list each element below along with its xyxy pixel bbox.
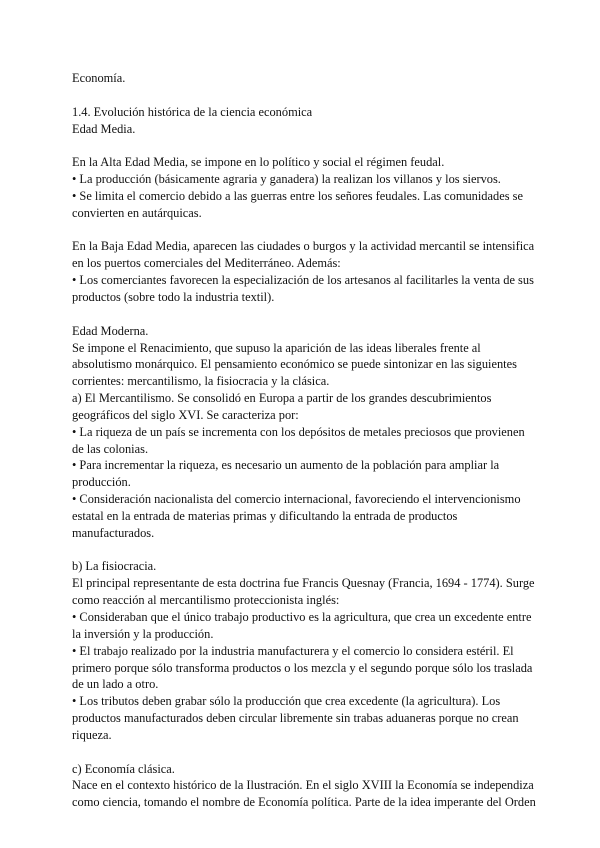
text-line: • La producción (básicamente agraria y ganadera) la realizan los villanos y los siervos.	[72, 172, 501, 187]
text-line: En la Alta Edad Media, se impone en lo político y social el régimen feudal.	[72, 155, 445, 170]
text-line: • Para incrementar la riqueza, es necesario un aumento de la población para ampliar la	[72, 458, 500, 473]
text-line: manufacturados.	[72, 525, 155, 540]
text-line: de las colonias.	[72, 441, 149, 456]
text-line: productos (sobre todo la industria textil).	[72, 289, 275, 304]
text-line: El principal representante de esta doctrina fue Francis Quesnay (Francia, 1694 - 1774). Surge	[72, 576, 535, 591]
text-line: geográficos del siglo XVI. Se caracteriza por:	[72, 407, 299, 422]
text-line: Nace en el contexto histórico de la Ilustración. En el siglo XVIII la Economía se independiza	[72, 778, 534, 793]
blank-line	[72, 542, 552, 559]
text-line: a) El Mercantilismo. Se consolidó en Europa a partir de los grandes descubrimientos	[72, 391, 492, 406]
text-line: Edad Moderna.	[72, 323, 149, 338]
text-line: • Se limita el comercio debido a las guerras entre los señores feudales. Las comunidades se	[72, 188, 523, 203]
text-line: primero porque sólo transforma productos o los mezcla y el segundo porque sólo los traslada	[72, 660, 533, 675]
text-line: • Consideración nacionalista del comercio internacional, favoreciendo el intervencionismo	[72, 492, 521, 507]
text-line: de un lado a otro.	[72, 677, 159, 692]
text-line: En la Baja Edad Media, aparecen las ciudades o burgos y la actividad mercantil se intensifica	[72, 239, 535, 254]
document-page	[72, 70, 552, 811]
text-line: • Consideraban que el único trabajo productivo es la agricultura, que crea un excedente entre	[72, 610, 532, 624]
text-line: convierten en autárquicas.	[72, 205, 202, 220]
text-line: en los puertos comerciales del Mediterráneo. Además:	[72, 256, 341, 271]
text-line: riqueza.	[72, 727, 112, 742]
text-line: como reacción al mercantilismo proteccionista inglés:	[72, 593, 340, 608]
text-line: • La riqueza de un país se incrementa con los depósitos de metales preciosos que provienen	[72, 424, 525, 439]
blank-line	[72, 87, 552, 104]
text-line: b) La fisiocracia.	[72, 559, 157, 574]
text-line: • El trabajo realizado por la industria manufacturera y el comercio lo considera estéril. El	[72, 643, 514, 658]
text-line: absolutismo monárquico. El pensamiento económico se puede sintonizar en las siguientes	[72, 357, 517, 372]
text-line: • Los comerciantes favorecen la especialización de los artesanos al facilitarles la venta de sus	[72, 273, 534, 288]
text-line: Edad Media.	[72, 121, 136, 136]
text-line: como ciencia, tomando el nombre de Economía política. Parte de la idea imperante del Orden	[72, 795, 536, 810]
text-line: la inversión y la producción.	[72, 626, 214, 641]
text-line: productos manufacturados deben circular libremente sin trabas aduaneras porque no crean	[72, 711, 519, 726]
text-line: producción.	[72, 475, 131, 490]
text-line: 1.4. Evolución histórica de la ciencia económica	[72, 104, 313, 119]
blank-line	[72, 306, 552, 323]
blank-line	[72, 222, 552, 239]
blank-line	[72, 137, 552, 154]
text-line: Se impone el Renacimiento, que supuso la aparición de las ideas liberales frente al	[72, 340, 481, 355]
text-line: corrientes: mercantilismo, la fisiocracia y la clásica.	[72, 374, 330, 389]
text-line: c) Economía clásica.	[72, 761, 175, 776]
text-line: Economía.	[72, 71, 126, 85]
blank-line	[72, 744, 552, 761]
text-line: estatal en la entrada de materias primas y dificultando la entrada de productos	[72, 508, 458, 523]
text-line: • Los tributos deben grabar sólo la producción que crea excedente (la agricultura). Los	[72, 694, 501, 709]
